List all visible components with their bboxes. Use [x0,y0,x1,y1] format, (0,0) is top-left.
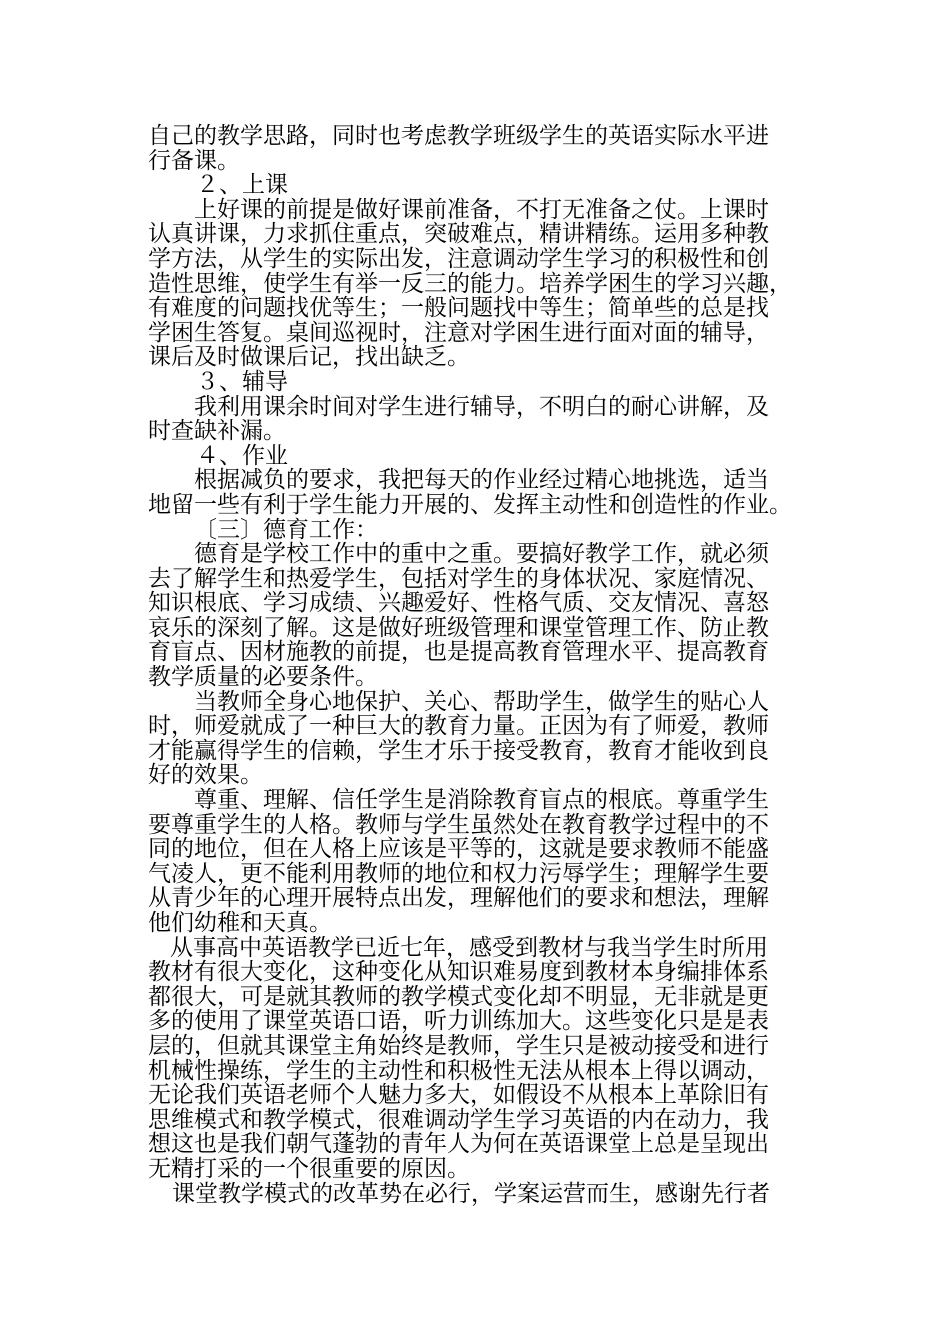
text-line: 尊重、理解、信任学生是消除教育盲点的根底。尊重学生 [194,787,769,814]
text-line: 时查缺补漏。 [148,418,286,445]
text-line: 气凌人，更不能利用教师的地位和权力污辱学生；理解学生要 [148,860,769,887]
text-line: 造性思维，使学生有举一反三的能力。培养学困生的学习兴趣， [148,270,792,297]
document-body [148,124,808,1206]
text-line: 课后及时做课后记，找出缺乏。 [148,344,470,371]
text-line: 同的地位，但在人格上应该是平等的，这就是要求教师不能盛 [148,836,769,863]
text-line: 学方法，从学生的实际出发，注意调动学生学习的积极性和创 [148,245,769,272]
text-line: 时，师爱就成了一种巨大的教育力量。正因为有了师爱，教师 [148,713,769,740]
section-heading: ４、作业 [196,442,288,469]
text-line: 好的效果。 [148,762,263,789]
text-line: 有难度的问题找优等生；一般问题找中等生；简单些的总是找 [148,295,769,322]
text-line: 教材有很大变化，这种变化从知识难易度到教材本身编排体系 [148,959,769,986]
text-line: 育盲点、因材施教的前提，也是提高教育管理水平、提高教育 [148,639,769,666]
text-line: 才能赢得学生的信赖，学生才乐于接受教育，教育才能收到良 [148,737,769,764]
text-line: 都很大，可是就其教师的教学模式变化却不明显，无非就是更 [148,983,769,1010]
text-line: 去了解学生和热爱学生，包括对学生的身体状况、家庭情况、 [148,565,769,592]
text-line: 自己的教学思路，同时也考虑教学班级学生的英语实际水平进 [148,123,769,149]
text-line: 我利用课余时间对学生进行辅导，不明白的耐心讲解，及 [194,393,769,420]
text-line: 根据减负的要求，我把每天的作业经过精心地挑选，适当 [194,467,769,494]
text-line: 学困生答复。桌间巡视时，注意对学困生进行面对面的辅导， [148,319,769,346]
text-line: 无论我们英语老师个人魅力多大，如假设不从根本上革除旧有 [148,1082,769,1109]
section-heading: 〔三〕德育工作： [194,516,378,543]
text-line: 知识根底、学习成绩、兴趣爱好、性格气质、交友情况、喜怒 [148,590,769,617]
section-heading: ２、上课 [196,172,288,199]
text-line: 行备课。 [148,147,240,174]
section-heading: ３、辅导 [196,368,288,395]
text-line: 认真讲课，力求抓住重点，突破难点，精讲精练。运用多种教 [148,221,769,248]
text-line: 哀乐的深刻了解。这是做好班级管理和课堂管理工作、防止教 [148,614,769,641]
text-line: 要尊重学生的人格。教师与学生虽然处在教育教学过程中的不 [148,811,769,838]
text-line: 他们幼稚和天真。 [148,910,332,936]
text-line: 地留一些有利于学生能力开展的、发挥主动性和创造性的作业。 [148,491,792,518]
text-line: 课堂教学模式的改革势在必行，学案运营而生，感谢先行者 [172,1180,770,1207]
text-line: 机械性操练，学生的主动性和积极性无法从根本上得以调动， [148,1057,769,1084]
text-line: 无精打采的一个很重要的原因。 [148,1155,470,1182]
text-line: 层的，但就其课堂主角始终是教师，学生只是被动接受和进行 [148,1032,769,1059]
text-line: 多的使用了课堂英语口语，听力训练加大。这些变化只是是表 [148,1008,769,1035]
text-line: 思维模式和教学模式，很难调动学生学习英语的内在动力，我 [148,1106,769,1133]
text-line: 从青少年的心理开展特点出发，理解他们的要求和想法，理解 [148,885,769,912]
text-line: 上好课的前提是做好课前准备，不打无准备之仗。上课时 [194,196,769,223]
text-line: 从事高中英语教学已近七年，感受到教材与我当学生时所用 [170,934,768,961]
text-line: 教学质量的必要条件。 [148,664,378,691]
text-line: 德育是学校工作中的重中之重。要搞好教学工作，就必须 [194,541,769,568]
text-line: 当教师全身心地保护、关心、帮助学生，做学生的贴心人 [194,688,769,715]
text-line: 想这也是我们朝气蓬勃的青年人为何在英语课堂上总是呈现出 [148,1131,769,1158]
